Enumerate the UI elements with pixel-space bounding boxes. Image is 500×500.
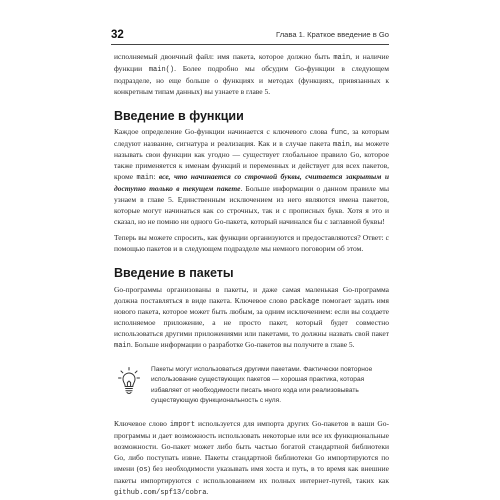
header-divider bbox=[111, 44, 389, 45]
inline-code: main bbox=[333, 54, 351, 62]
inline-code: os bbox=[139, 465, 148, 474]
emphasized-rule: все, что начинается со строчной буквы, считается закрытым и доступно только в текущем пакете bbox=[114, 172, 389, 194]
page-header bbox=[111, 29, 389, 43]
tip-box bbox=[118, 365, 389, 406]
functions-paragraph-2: Теперь вы можете спросить, как функции организуются и предоставляются? Ответ: с помощью пакетов и в следующем подразделе мы немного поговорим об этом. bbox=[114, 232, 389, 253]
running-chapter-title: Глава 1. Краткое введение в Go bbox=[276, 30, 389, 39]
tip-text: Пакеты могут использоваться другими пакетами. Фактически повторное использование существующих пакетов — хорошая практика, которая избавляет от необходимости писать много кода или реализовывать существующую функциональность с нуля. bbox=[151, 366, 373, 404]
section-heading-functions: Введение в функции bbox=[114, 108, 244, 123]
inline-code: main bbox=[333, 140, 350, 149]
section-heading-packages: Введение в пакеты bbox=[114, 265, 234, 280]
packages-paragraph-2: Ключевое слово import используется для импорта других Go-пакетов в ваши Go-программы и дает возможность использовать некоторые или все их функциональные возможности. Go-пакет может либо быть частью богатой стандартной библиотеки Go, либо поступать извне. Пакеты стандартной библиотеки Go импортируются по имени (os) без необходимости указывать имя хоста и путь, в то время как внешние пакеты импортируются с использованием их полных интернет-путей, таких как github.com/spf13/cobra. bbox=[114, 419, 389, 497]
page-content bbox=[114, 52, 389, 499]
inline-code: main bbox=[136, 174, 154, 183]
inline-code: main() bbox=[148, 65, 175, 74]
functions-paragraph-1: Каждое определение Go-функции начинается с ключевого слова func, за которым следуют название, сигнатура и реализация. Как и в случае пакета main, вы можете называть свои функции как угодно — существует глобальное правило Go, которое также применяется к именам функций и переменных и действует для всех пакетов, кроме main: все, что начинается со строчной буквы, считается закрытым и доступно только в текущем пакете. Больше информации о данном правиле мы узнаем в главе 5. Единственным исключением из него являются имена пакетов, которые могут начинаться как со строчных, так и с прописных букв. Хотя я это и сказал, но не помню ни одного Go-пакета, который начинался бы с заглавной буквы! bbox=[114, 126, 389, 226]
page-number: 32 bbox=[111, 29, 124, 41]
inline-code: main bbox=[114, 342, 131, 351]
inline-code: func bbox=[330, 128, 348, 137]
lightbulb-icon bbox=[118, 366, 140, 396]
inline-code: github.com/spf13/cobra bbox=[114, 488, 207, 497]
inline-code: package bbox=[290, 297, 320, 306]
inline-code: import bbox=[169, 421, 196, 430]
intro-paragraph: исполняемый двоичный файл: имя пакета, которое должно быть main, и наличие функции main(). Более подробно мы обсудим Go-функции в следующем подразделе, но еще больше о функциях и методах (функциях, привязанных к конкретным типам данных) вы узнаете в главе 5. bbox=[114, 52, 389, 96]
packages-paragraph-1: Go-программы организованы в пакеты, и даже самая маленькая Go-программа должна поставляться в виде пакета. Ключевое слово package помогает задать имя нового пакета, которое может быть любым, за одним исключением: если вы создаете исполняемое приложение, а не просто пакет, который будет совместно использоваться другими приложениями или пакетами, то должны назвать свой пакет main. Больше информации о разработке Go-пакетов вы получите в главе 5. bbox=[114, 284, 389, 351]
